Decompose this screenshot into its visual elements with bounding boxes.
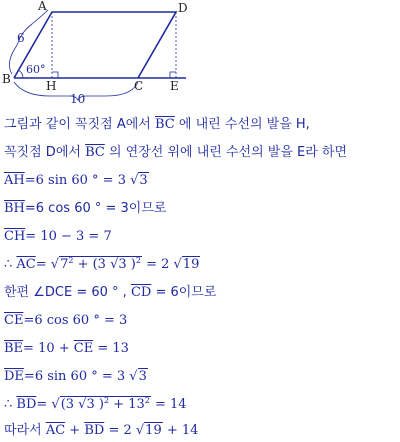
- angle-label: 60°: [26, 63, 46, 76]
- solution-line-8: $\overline{CE}=6$ cos 60 ° = 3: [4, 313, 128, 328]
- solution-line-9: $\overline{BE}= 10 + \overline{CE} = 13$: [4, 341, 129, 356]
- solution-line-12: 따라서 $\overline{AC} + \overline{BD} = 2$ √19 + 14: [4, 423, 199, 438]
- solution-line-7: 한편 ∠DCE = 60 ° , $\overline{CD} = 6$이므로: [4, 285, 217, 300]
- solution-line-3: $\overline{AH}=6$ sin 60 ° = 3 √3: [4, 173, 148, 188]
- vertex-d: D: [178, 1, 188, 15]
- solution-line-10: $\overline{DE}=6$ sin 60 ° = 3 √3: [4, 369, 147, 384]
- solution-line-2: 꼭짓점 D에서 $\overline{BC}$ 의 연장선 위에 내린 수선의 발을 E라 하면: [4, 145, 348, 160]
- solution-line-4: $\overline{BH}=6$ cos 60 ° = 3이므로: [4, 201, 167, 216]
- vertex-c: C: [134, 79, 144, 93]
- vertex-b: B: [2, 72, 11, 86]
- vertex-e: E: [170, 79, 179, 93]
- base-length-label: 10: [70, 92, 86, 106]
- vertex-a: A: [38, 0, 47, 13]
- solution-line-5: $\overline{CH}= 10 - 3 = 7$: [4, 229, 112, 244]
- solution-line-11: ∴ $\overline{BD}= √(3$ √3 )$^2 + 13^2 = 14$: [4, 396, 187, 412]
- parallelogram-figure: [0, 0, 200, 108]
- vertex-h: H: [46, 79, 57, 93]
- right-angle-h: [52, 72, 58, 78]
- angle-arc: [19, 70, 24, 78]
- solution-line-1: 그림과 같이 꼭짓점 A에서 $\overline{BC}$ 에 내린 수선의 발을 H,: [4, 117, 310, 132]
- solution-line-6: ∴ $\overline{AC}= √7^2 + (3$ √3 )$^2$ = 2 √19: [4, 256, 200, 272]
- side-length-label: 6: [17, 31, 25, 45]
